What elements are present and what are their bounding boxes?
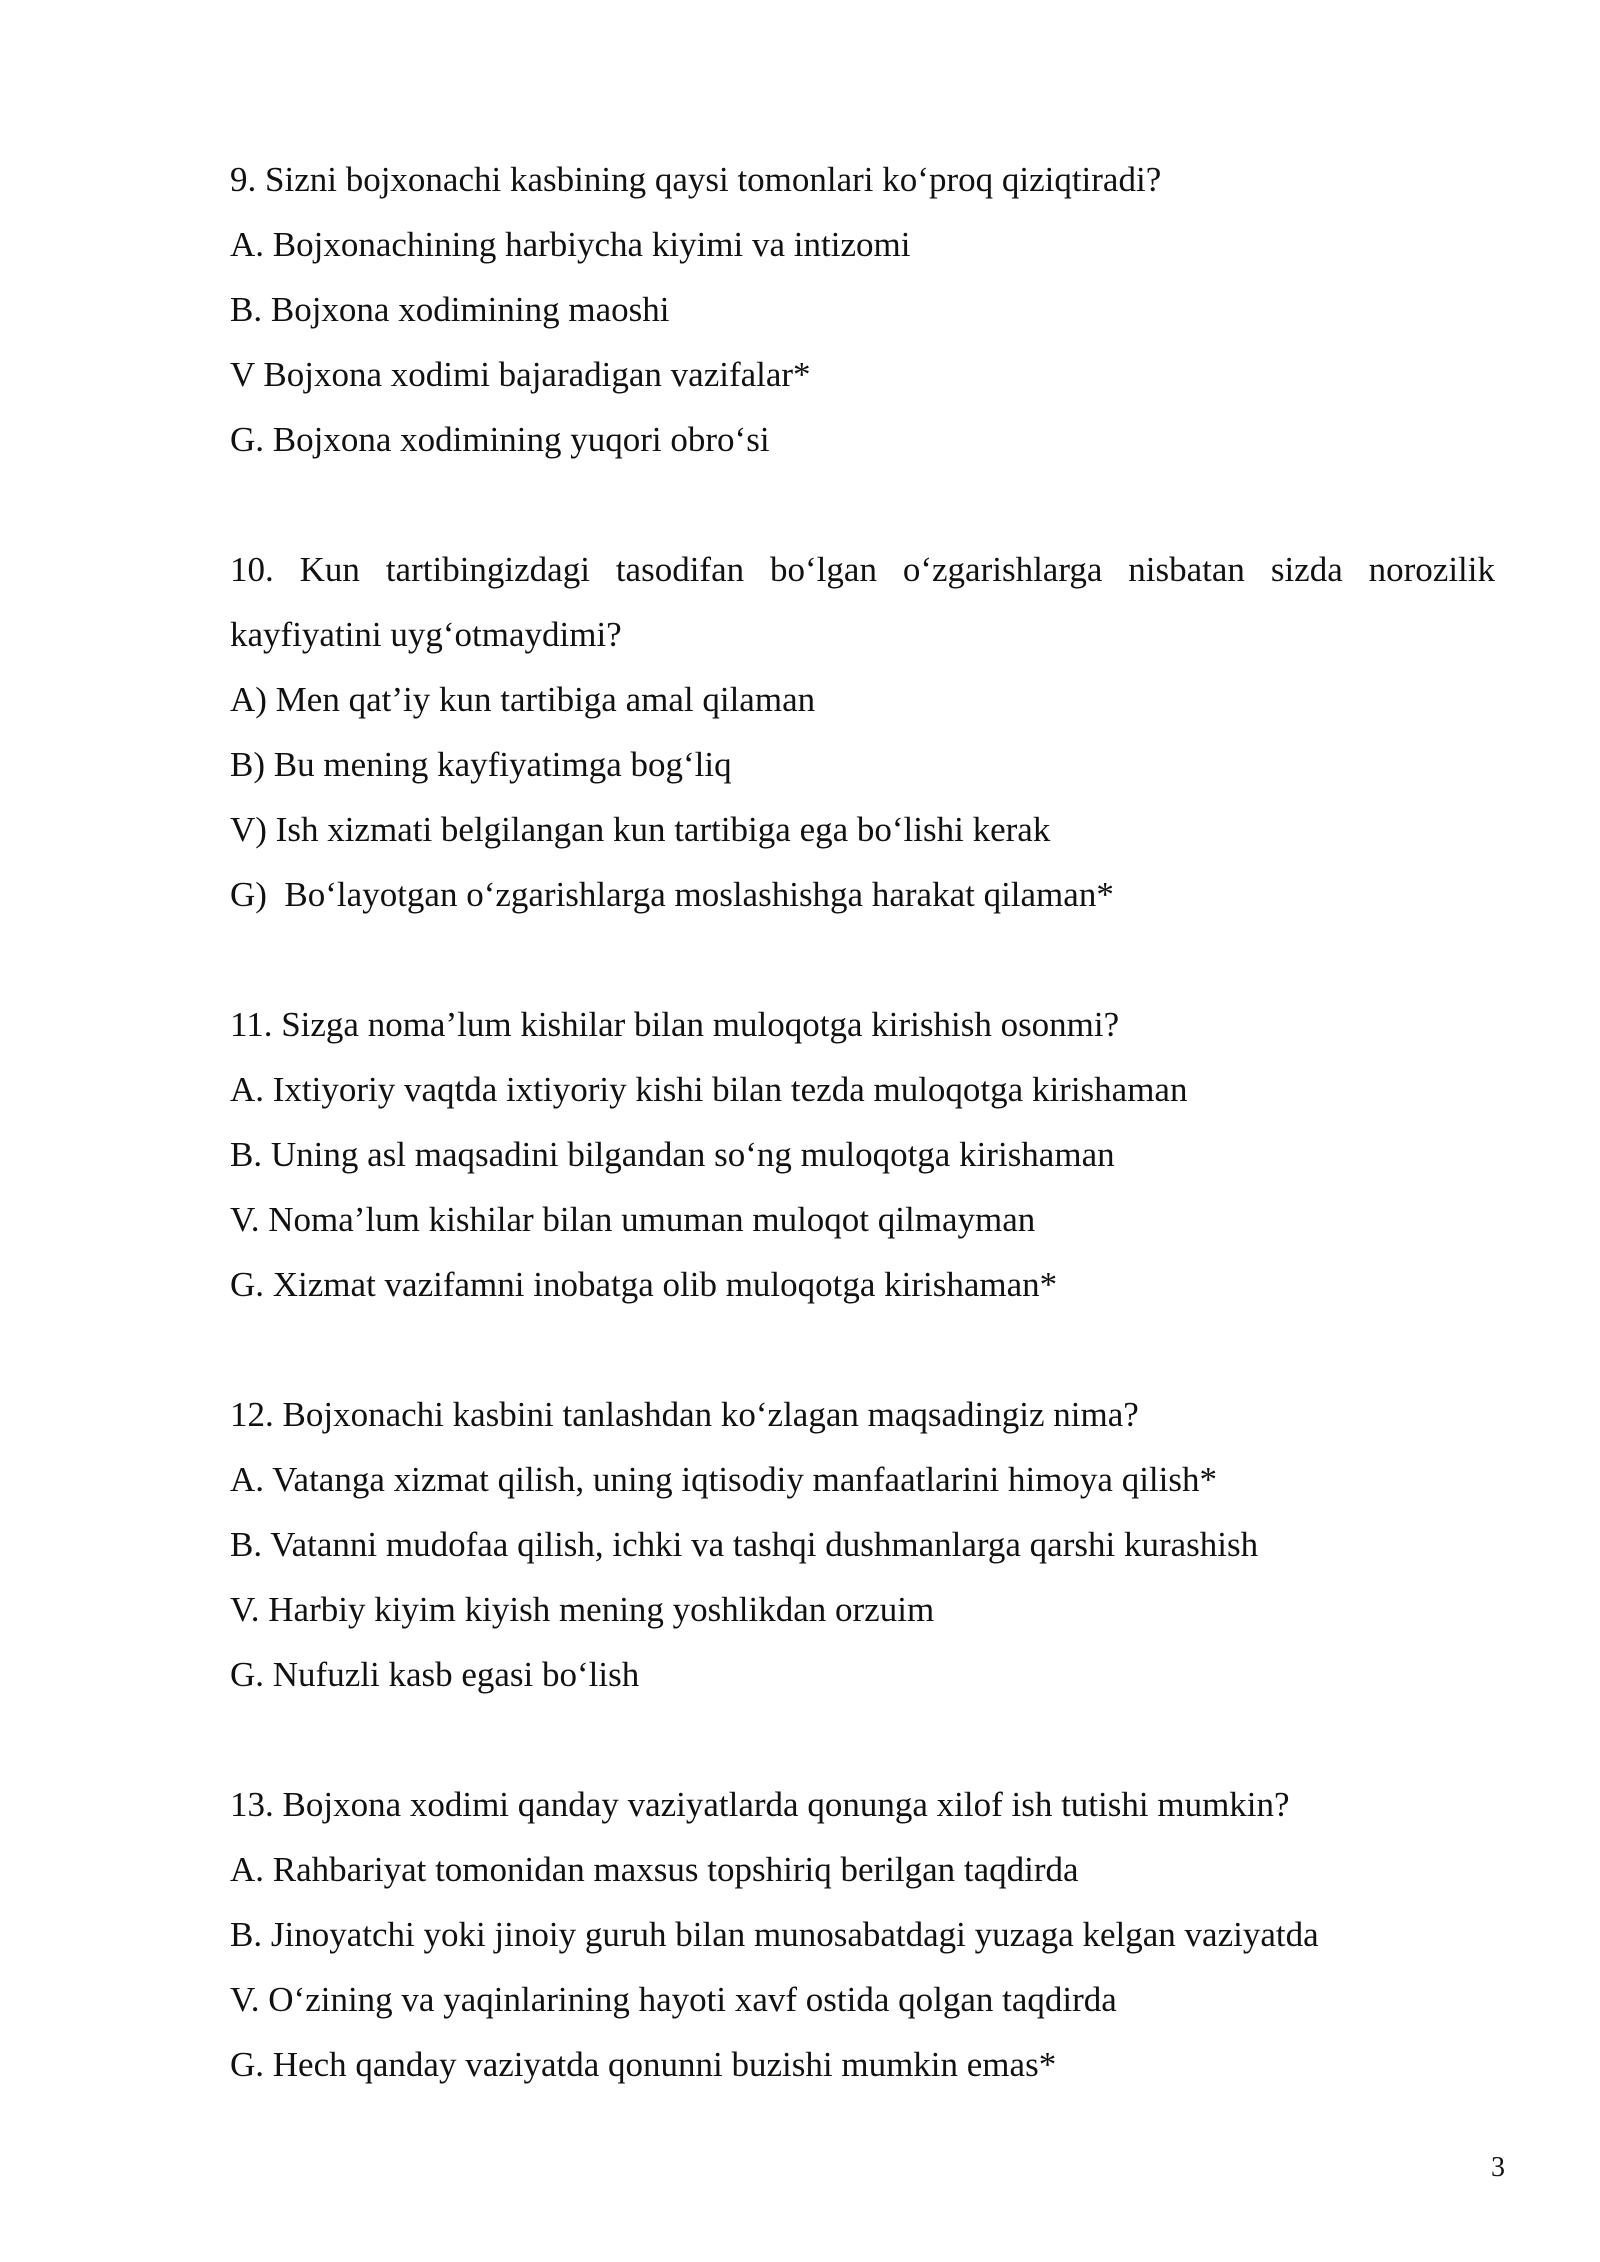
question-text: 9. Sizni bojxonachi kasbining qaysi tomonlari ko‘proq qiziqtiradi?	[230, 160, 1162, 199]
question-text: 11. Sizga noma’lum kishilar bilan muloqotga kirishish osonmi?	[230, 1005, 1120, 1044]
answer-option-g: G. Bojxona xodimining yuqori obro‘si	[230, 420, 770, 459]
answer-option-g: G. Hech qanday vaziyatda qonunni buzishi mumkin emas*	[230, 2045, 1057, 2084]
question-text: 12. Bojxonachi kasbini tanlashdan ko‘zlagan maqsadingiz nima?	[230, 1395, 1139, 1434]
answer-option-v: V) Ish xizmati belgilangan kun tartibiga ega bo‘lishi kerak	[230, 810, 1051, 849]
question-text: 10. Kun tartibingizdagi tasodifan bo‘lgan o‘zgarishlarga nisbatan sizda norozilik kayfiyatini uyg‘otmaydimi?	[230, 550, 1495, 654]
question-list	[230, 147, 1495, 2162]
question-10	[230, 537, 1495, 927]
question-11	[230, 992, 1495, 1317]
answer-option-b: B. Bojxona xodimining maoshi	[230, 290, 670, 329]
answer-option-b: B) Bu mening kayfiyatimga bog‘liq	[230, 745, 732, 784]
answer-option-g: G) Bo‘layotgan o‘zgarishlarga moslashishga harakat qilaman*	[230, 875, 1114, 914]
answer-option-g: G. Xizmat vazifamni inobatga olib muloqotga kirishaman*	[230, 1265, 1058, 1304]
answer-option-v: V Bojxona xodimi bajaradigan vazifalar*	[230, 355, 811, 394]
page-number: 3	[1491, 2152, 1505, 2183]
answer-option-v: V. Noma’lum kishilar bilan umuman muloqot qilmayman	[230, 1200, 1036, 1239]
answer-option-a: A. Vatanga xizmat qilish, uning iqtisodiy manfaatlarini himoya qilish*	[230, 1460, 1217, 1499]
question-9	[230, 147, 1495, 472]
question-text: 13. Bojxona xodimi qanday vaziyatlarda qonunga xilof ish tutishi mumkin?	[230, 1785, 1290, 1824]
answer-option-a: A) Men qat’iy kun tartibiga amal qilaman	[230, 680, 816, 719]
answer-option-a: A. Bojxonachining harbiycha kiyimi va intizomi	[230, 225, 911, 264]
answer-option-v: V. O‘zining va yaqinlarining hayoti xavf ostida qolgan taqdirda	[230, 1980, 1117, 2019]
question-12	[230, 1382, 1495, 1707]
answer-option-a: A. Ixtiyoriy vaqtda ixtiyoriy kishi bilan tezda muloqotga kirishaman	[230, 1070, 1188, 1109]
answer-option-a: A. Rahbariyat tomonidan maxsus topshiriq berilgan taqdirda	[230, 1850, 1079, 1889]
answer-option-b: B. Jinoyatchi yoki jinoiy guruh bilan munosabatdagi yuzaga kelgan vaziyatda	[230, 1915, 1319, 1954]
question-13	[230, 1772, 1495, 2097]
answer-option-v: V. Harbiy kiyim kiyish mening yoshlikdan orzuim	[230, 1590, 935, 1629]
answer-option-b: B. Uning asl maqsadini bilgandan so‘ng muloqotga kirishaman	[230, 1135, 1115, 1174]
answer-option-b: B. Vatanni mudofaa qilish, ichki va tashqi dushmanlarga qarshi kurashish	[230, 1525, 1259, 1564]
answer-option-g: G. Nufuzli kasb egasi bo‘lish	[230, 1655, 640, 1694]
